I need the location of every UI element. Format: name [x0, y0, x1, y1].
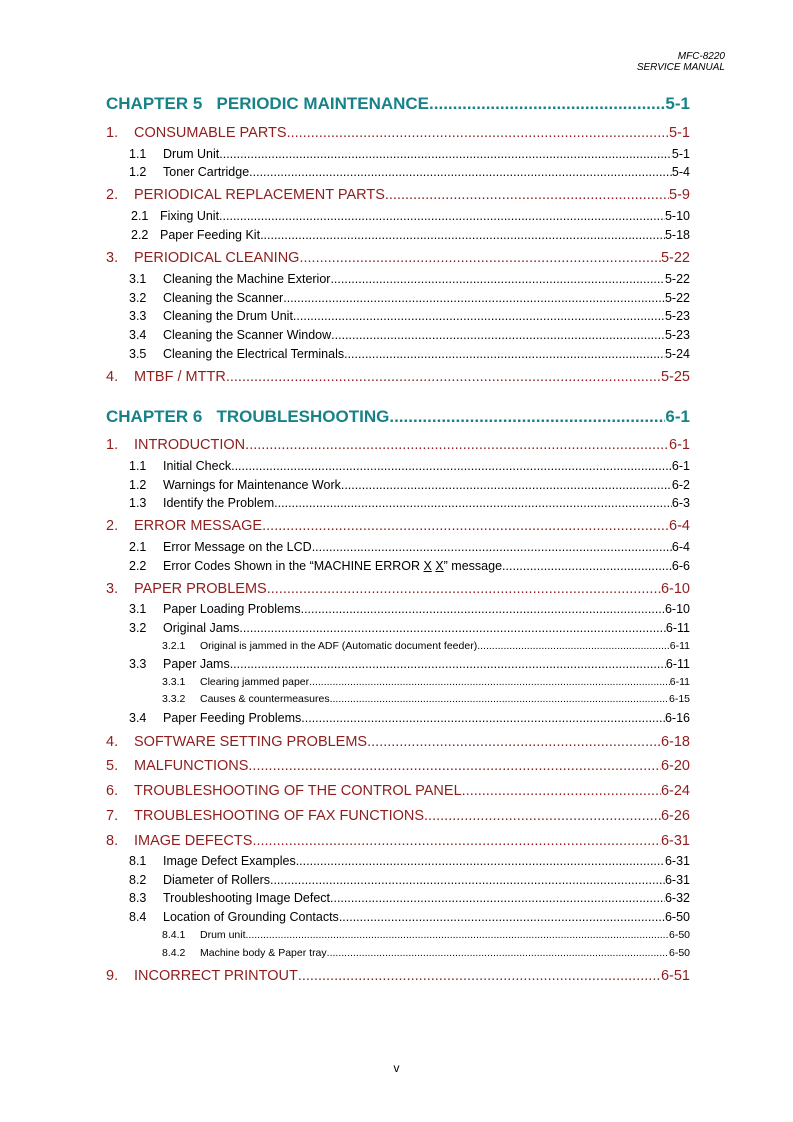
toc-section[interactable]	[0, 187, 793, 203]
toc-section[interactable]	[0, 250, 793, 266]
toc-leader	[330, 891, 665, 905]
toc-page: 5-24	[664, 347, 690, 361]
toc-leader	[287, 125, 669, 141]
toc-number: 8.4.2	[162, 947, 186, 959]
toc-subsection[interactable]	[0, 854, 793, 868]
toc-title: CHAPTER 5 PERIODIC MAINTENANCE	[106, 94, 430, 113]
toc-number: 2.2	[131, 228, 149, 242]
toc-leader	[245, 437, 669, 453]
toc-title: Troubleshooting Image Defect	[163, 891, 330, 905]
toc-leader	[283, 291, 665, 305]
toc-number: 1.2	[129, 165, 147, 179]
toc-subsection[interactable]	[0, 291, 793, 305]
toc-page: 6-11	[665, 657, 690, 671]
toc-leader	[299, 250, 661, 266]
toc-page: 6-1	[671, 459, 690, 473]
toc-number: 3.	[106, 250, 119, 266]
toc-title: PAPER PROBLEMS	[134, 581, 267, 597]
toc-title: Paper Feeding Kit	[160, 228, 261, 242]
toc-page: 6-15	[668, 693, 690, 705]
toc-subsection[interactable]	[0, 147, 793, 161]
toc-subsection[interactable]	[0, 559, 793, 573]
toc-number: 3.5	[129, 347, 147, 361]
toc-page: 6-32	[664, 891, 690, 905]
toc-title: Paper Jams	[163, 657, 230, 671]
toc-page: 6-1	[669, 437, 690, 453]
toc-title: PERIODICAL REPLACEMENT PARTS	[134, 187, 385, 203]
toc-number: 2.	[106, 518, 119, 534]
toc-title: Paper Feeding Problems	[163, 711, 302, 725]
toc-leader	[262, 518, 669, 534]
toc-number: 4.	[106, 369, 119, 385]
toc-page: 6-10	[660, 581, 690, 597]
toc-page: 5-22	[664, 291, 690, 305]
toc-number: 3.3	[129, 309, 147, 323]
toc-title: MTBF / MTTR	[134, 369, 226, 385]
toc-number: 9.	[106, 968, 119, 984]
toc-subsection[interactable]	[0, 309, 793, 323]
toc-leader	[367, 734, 661, 750]
toc-leader	[312, 540, 672, 554]
toc-number: 6.	[106, 783, 119, 799]
toc-page: 6-4	[671, 540, 690, 554]
toc-page: 6-16	[664, 711, 690, 725]
toc-number: 1.1	[129, 459, 147, 473]
toc-number: 4.	[106, 734, 119, 750]
toc-page: 5-1	[665, 94, 690, 113]
toc-leader	[331, 328, 665, 342]
toc-page: 6-11	[665, 621, 690, 635]
toc-title: Paper Loading Problems	[163, 602, 301, 616]
toc-leader	[506, 559, 672, 573]
toc-number: 1.	[106, 125, 119, 141]
toc-leader	[252, 833, 661, 849]
toc-leader	[298, 968, 661, 984]
toc-title: Causes & countermeasures	[200, 693, 330, 705]
toc-subsection[interactable]	[0, 873, 793, 887]
toc-page: 6-18	[660, 734, 690, 750]
toc-title: Cleaning the Electrical Terminals	[163, 347, 345, 361]
toc-page: 6-11	[669, 640, 690, 652]
toc-page: 6-11	[669, 676, 690, 688]
toc-section[interactable]	[0, 968, 793, 984]
toc-leader	[327, 947, 669, 959]
toc-leader	[309, 676, 670, 688]
toc-section[interactable]	[0, 518, 793, 534]
toc-page: 5-10	[664, 209, 690, 223]
toc-title-part: ” message.	[443, 559, 506, 573]
toc-page: 6-31	[660, 833, 690, 849]
toc-page: 5-23	[664, 309, 690, 323]
toc-title: Clearing jammed paper	[200, 676, 310, 688]
toc-subsection[interactable]	[0, 328, 793, 342]
toc-leader	[385, 187, 669, 203]
toc-number: 3.	[106, 581, 119, 597]
toc-number: 2.1	[129, 540, 147, 554]
toc-leader	[226, 369, 661, 385]
toc-section[interactable]	[0, 833, 793, 849]
toc-title-part: X	[435, 559, 444, 573]
toc-page: 6-50	[664, 910, 690, 924]
toc-title: Image Defect Examples	[163, 854, 296, 868]
toc-title: TROUBLESHOOTING OF THE CONTROL PANEL	[134, 783, 462, 799]
toc-page: 5-1	[671, 147, 690, 161]
toc-leader	[429, 94, 665, 114]
toc-page: 6-26	[660, 808, 690, 824]
toc-title: INTRODUCTION	[134, 437, 246, 453]
toc-number: 1.2	[129, 478, 147, 492]
toc-number: 8.	[106, 833, 119, 849]
toc-page: 6-50	[668, 929, 690, 941]
toc-number: 8.4.1	[162, 929, 186, 941]
toc-subsection[interactable]	[0, 209, 793, 223]
toc-title-part: Error Codes Shown in the “MACHINE ERROR	[163, 559, 424, 573]
toc-leader	[424, 808, 661, 824]
toc-subsubsection[interactable]	[0, 693, 793, 705]
toc-leader	[246, 929, 669, 941]
toc-subsubsection[interactable]	[0, 676, 793, 688]
toc-leader	[301, 711, 665, 725]
toc-chapter-6[interactable]	[0, 407, 793, 427]
header-doc-title: SERVICE MANUAL	[636, 62, 725, 73]
toc-leader	[477, 640, 670, 652]
toc-title: Identify the Problem	[163, 496, 275, 510]
toc-title: Machine body & Paper tray	[200, 947, 327, 959]
toc-page: 6-10	[664, 602, 690, 616]
toc-title: Cleaning the Drum Unit	[163, 309, 293, 323]
toc-title: Warnings for Maintenance Work	[163, 478, 341, 492]
toc-leader	[389, 407, 665, 427]
toc-leader	[230, 657, 666, 671]
toc-page: 5-23	[664, 328, 690, 342]
toc-section[interactable]	[0, 437, 793, 453]
toc-number: 1.1	[129, 147, 147, 161]
toc-leader	[344, 347, 665, 361]
toc-leader	[260, 228, 665, 242]
toc-number: 7.	[106, 808, 119, 824]
toc-number: 5.	[106, 758, 119, 774]
toc-number: 3.2	[129, 621, 147, 635]
toc-number: 3.3.2	[162, 693, 186, 705]
toc-page: 5-1	[669, 125, 690, 141]
toc-leader	[239, 621, 665, 635]
toc-number: 3.2.1	[162, 640, 186, 652]
toc-number: 3.4	[129, 328, 147, 342]
toc-subsection[interactable]	[0, 478, 793, 492]
toc-title: Cleaning the Machine Exterior	[163, 272, 331, 286]
toc-leader	[270, 873, 665, 887]
toc-leader	[339, 910, 665, 924]
toc-number: 1.3	[129, 496, 147, 510]
toc-page: 6-3	[671, 496, 690, 510]
toc-title: IMAGE DEFECTS	[134, 833, 253, 849]
toc-subsection[interactable]	[0, 228, 793, 242]
toc-title: Location of Grounding Contacts	[163, 910, 339, 924]
toc-title: Cleaning the Scanner	[163, 291, 284, 305]
toc-number: 8.3	[129, 891, 147, 905]
toc-subsection[interactable]	[0, 621, 793, 635]
toc-title: Diameter of Rollers	[163, 873, 270, 887]
toc-number: 3.3.1	[162, 676, 186, 688]
toc-title: Drum Unit	[163, 147, 220, 161]
toc-leader	[462, 783, 661, 799]
toc-subsection[interactable]	[0, 496, 793, 510]
toc-title: Error Message on the LCD	[163, 540, 312, 554]
toc-title: Toner Cartridge	[163, 165, 250, 179]
toc-leader	[341, 478, 672, 492]
toc-leader	[219, 209, 665, 223]
toc-section[interactable]	[0, 125, 793, 141]
toc-leader	[301, 602, 665, 616]
toc-number: 3.4	[129, 711, 147, 725]
toc-leader	[219, 147, 672, 161]
toc-page: 6-1	[665, 407, 690, 426]
toc-section[interactable]	[0, 734, 793, 750]
toc-leader	[249, 165, 672, 179]
toc-title: CONSUMABLE PARTS	[134, 125, 287, 141]
toc-subsubsection[interactable]	[0, 640, 793, 652]
toc-page: 5-22	[664, 272, 690, 286]
toc-title	[163, 559, 506, 573]
toc-number: 2.2	[129, 559, 147, 573]
toc-title: Original is jammed in the ADF (Automatic document feeder)	[200, 640, 478, 652]
toc-title-part: X	[423, 559, 432, 573]
toc-title: Initial Check	[163, 459, 232, 473]
toc-leader	[293, 309, 665, 323]
toc-subsection[interactable]	[0, 910, 793, 924]
header-model: MFC-8220	[677, 51, 725, 62]
toc-subsection[interactable]	[0, 891, 793, 905]
toc-number: 3.2	[129, 291, 147, 305]
toc-page: 5-4	[671, 165, 690, 179]
toc-page: 6-24	[660, 783, 690, 799]
toc-number: 8.2	[129, 873, 147, 887]
toc-leader	[231, 459, 672, 473]
toc-page: 6-31	[664, 854, 690, 868]
toc-subsection[interactable]	[0, 165, 793, 179]
toc-subsection[interactable]	[0, 657, 793, 671]
toc-leader	[274, 496, 672, 510]
toc-number: 8.1	[129, 854, 147, 868]
toc-number: 3.1	[129, 602, 147, 616]
toc-page: 6-2	[671, 478, 690, 492]
toc-number: 2.1	[131, 209, 149, 223]
toc-page: 5-18	[664, 228, 690, 242]
toc-title: Fixing Unit	[160, 209, 220, 223]
toc-leader	[330, 272, 665, 286]
toc-leader	[330, 693, 669, 705]
toc-page: 6-6	[671, 559, 690, 573]
toc-subsubsection[interactable]	[0, 929, 793, 941]
toc-subsection[interactable]	[0, 347, 793, 361]
toc-title: MALFUNCTIONS	[134, 758, 249, 774]
toc-subsection[interactable]	[0, 272, 793, 286]
toc-title: INCORRECT PRINTOUT	[134, 968, 298, 984]
toc-leader	[267, 581, 661, 597]
toc-title: TROUBLESHOOTING OF FAX FUNCTIONS	[134, 808, 425, 824]
toc-title: Cleaning the Scanner Window	[163, 328, 332, 342]
page-number: v	[393, 1061, 400, 1075]
toc-subsection[interactable]	[0, 711, 793, 725]
toc-section[interactable]	[0, 758, 793, 774]
toc-page: 5-9	[669, 187, 690, 203]
toc-leader	[296, 854, 665, 868]
toc-leader	[248, 758, 661, 774]
toc-title: CHAPTER 6 TROUBLESHOOTING	[106, 407, 390, 426]
toc-subsection[interactable]	[0, 459, 793, 473]
toc-section[interactable]	[0, 581, 793, 597]
toc-title: SOFTWARE SETTING PROBLEMS	[134, 734, 368, 750]
toc-number: 8.4	[129, 910, 147, 924]
toc-title: PERIODICAL CLEANING	[134, 250, 300, 266]
toc-page: 6-51	[660, 968, 690, 984]
toc-section[interactable]	[0, 808, 793, 824]
toc-title: ERROR MESSAGE	[134, 518, 263, 534]
toc-title: Drum unit	[200, 929, 246, 941]
toc-page: 6-50	[668, 947, 690, 959]
toc-title: Original Jams	[163, 621, 240, 635]
toc-number: 3.1	[129, 272, 147, 286]
toc-page: 5-22	[660, 250, 690, 266]
toc-subsubsection[interactable]	[0, 947, 793, 959]
toc-number: 2.	[106, 187, 119, 203]
toc-chapter-5[interactable]	[0, 94, 793, 114]
toc-subsection[interactable]	[0, 540, 793, 554]
toc-page: 6-31	[664, 873, 690, 887]
toc-page: 6-20	[660, 758, 690, 774]
toc-page: 5-25	[660, 369, 690, 385]
toc-number: 1.	[106, 437, 119, 453]
toc-page: 6-4	[669, 518, 690, 534]
toc-section[interactable]	[0, 369, 793, 385]
toc-number: 3.3	[129, 657, 147, 671]
toc-subsection[interactable]	[0, 602, 793, 616]
toc-section[interactable]	[0, 783, 793, 799]
